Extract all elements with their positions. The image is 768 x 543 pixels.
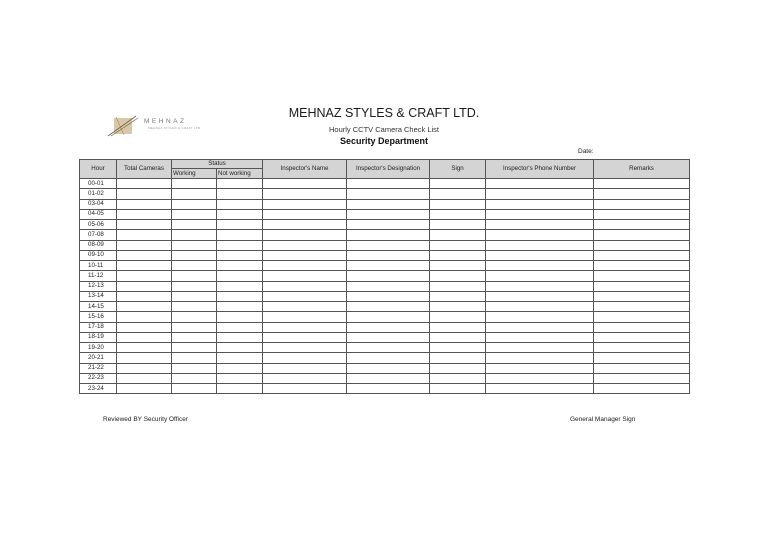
table-row [80, 353, 690, 363]
hour-cell: 07-08 [80, 230, 117, 240]
inspector-name-cell[interactable] [263, 220, 347, 230]
reviewed-by-label: Reviewed BY Security Officer [103, 416, 189, 423]
inspector-designation-cell[interactable] [347, 261, 430, 271]
header-status: Status [172, 160, 263, 169]
remarks-cell[interactable] [594, 179, 690, 189]
working-cell[interactable] [172, 220, 217, 230]
not-working-cell[interactable] [217, 384, 263, 394]
table-row [80, 291, 690, 301]
inspector-phone-cell[interactable] [486, 332, 594, 342]
date-label: Date: [578, 148, 594, 155]
sign-cell[interactable] [430, 363, 486, 373]
inspector-name-cell[interactable] [263, 230, 347, 240]
inspector-designation-cell[interactable] [347, 332, 430, 342]
inspector-name-cell[interactable] [263, 291, 347, 301]
inspector-name-cell[interactable] [263, 332, 347, 342]
table-row [80, 384, 690, 394]
working-cell[interactable] [172, 250, 217, 260]
sign-cell[interactable] [430, 179, 486, 189]
inspector-phone-cell[interactable] [486, 179, 594, 189]
not-working-cell[interactable] [217, 230, 263, 240]
sign-cell[interactable] [430, 384, 486, 394]
hour-cell: 13-14 [80, 291, 117, 301]
sign-cell[interactable] [430, 343, 486, 353]
working-cell[interactable] [172, 322, 217, 332]
inspector-phone-cell[interactable] [486, 322, 594, 332]
not-working-cell[interactable] [217, 343, 263, 353]
header-hour: Hour [80, 160, 117, 179]
table-row [80, 322, 690, 332]
sign-cell[interactable] [430, 250, 486, 260]
header-not-working: Not working [217, 169, 263, 179]
working-cell[interactable] [172, 271, 217, 281]
hour-cell: 01-02 [80, 189, 117, 199]
working-cell[interactable] [172, 291, 217, 301]
table-row [80, 271, 690, 281]
table-row [80, 230, 690, 240]
total-cameras-cell[interactable] [117, 240, 172, 250]
sign-cell[interactable] [430, 373, 486, 383]
hour-cell: 17-18 [80, 322, 117, 332]
working-cell[interactable] [172, 179, 217, 189]
hour-cell: 15-16 [80, 312, 117, 322]
inspector-name-cell[interactable] [263, 363, 347, 373]
total-cameras-cell[interactable] [117, 189, 172, 199]
inspector-phone-cell[interactable] [486, 373, 594, 383]
remarks-cell[interactable] [594, 189, 690, 199]
inspector-designation-cell[interactable] [347, 179, 430, 189]
inspector-designation-cell[interactable] [347, 312, 430, 322]
header-remarks: Remarks [594, 160, 690, 179]
hour-cell: 12-13 [80, 281, 117, 291]
working-cell[interactable] [172, 261, 217, 271]
total-cameras-cell[interactable] [117, 209, 172, 219]
hour-cell: 18-19 [80, 332, 117, 342]
total-cameras-cell[interactable] [117, 271, 172, 281]
header-inspector-phone: Inspector's Phone Number [486, 160, 594, 179]
hour-cell: 08-09 [80, 240, 117, 250]
not-working-cell[interactable] [217, 179, 263, 189]
inspector-designation-cell[interactable] [347, 271, 430, 281]
sign-cell[interactable] [430, 261, 486, 271]
sign-cell[interactable] [430, 281, 486, 291]
not-working-cell[interactable] [217, 209, 263, 219]
inspector-name-cell[interactable] [263, 302, 347, 312]
inspector-name-cell[interactable] [263, 271, 347, 281]
header-working: Working [172, 169, 217, 179]
hour-cell: 19-20 [80, 343, 117, 353]
total-cameras-cell[interactable] [117, 199, 172, 209]
hour-cell: 11-12 [80, 271, 117, 281]
table-row [80, 220, 690, 230]
inspector-designation-cell[interactable] [347, 281, 430, 291]
inspector-phone-cell[interactable] [486, 189, 594, 199]
inspector-name-cell[interactable] [263, 312, 347, 322]
inspector-designation-cell[interactable] [347, 209, 430, 219]
hour-cell: 21-22 [80, 363, 117, 373]
hour-cell: 05-06 [80, 220, 117, 230]
total-cameras-cell[interactable] [117, 281, 172, 291]
remarks-cell[interactable] [594, 230, 690, 240]
working-cell[interactable] [172, 312, 217, 322]
general-manager-sign-label: General Manager Sign [570, 416, 636, 423]
hour-cell: 14-15 [80, 302, 117, 312]
working-cell[interactable] [172, 332, 217, 342]
table-row [80, 302, 690, 312]
inspector-phone-cell[interactable] [486, 209, 594, 219]
inspector-name-cell[interactable] [263, 353, 347, 363]
table-row [80, 363, 690, 373]
table-row [80, 199, 690, 209]
inspector-name-cell[interactable] [263, 373, 347, 383]
inspector-phone-cell[interactable] [486, 353, 594, 363]
remarks-cell[interactable] [594, 302, 690, 312]
remarks-cell[interactable] [594, 363, 690, 373]
remarks-cell[interactable] [594, 261, 690, 271]
table-row [80, 261, 690, 271]
total-cameras-cell[interactable] [117, 250, 172, 260]
total-cameras-cell[interactable] [117, 302, 172, 312]
company-title: MEHNAZ STYLES & CRAFT LTD. [288, 106, 480, 120]
working-cell[interactable] [172, 209, 217, 219]
inspector-designation-cell[interactable] [347, 199, 430, 209]
total-cameras-cell[interactable] [117, 384, 172, 394]
sign-cell[interactable] [430, 230, 486, 240]
inspector-phone-cell[interactable] [486, 230, 594, 240]
table-row [80, 373, 690, 383]
inspector-phone-cell[interactable] [486, 240, 594, 250]
inspector-phone-cell[interactable] [486, 343, 594, 353]
hour-cell: 00-01 [80, 179, 117, 189]
inspector-name-cell[interactable] [263, 189, 347, 199]
total-cameras-cell[interactable] [117, 353, 172, 363]
inspector-phone-cell[interactable] [486, 271, 594, 281]
inspector-phone-cell[interactable] [486, 220, 594, 230]
inspector-name-cell[interactable] [263, 199, 347, 209]
remarks-cell[interactable] [594, 250, 690, 260]
remarks-cell[interactable] [594, 312, 690, 322]
total-cameras-cell[interactable] [117, 230, 172, 240]
remarks-cell[interactable] [594, 332, 690, 342]
inspector-phone-cell[interactable] [486, 291, 594, 301]
remarks-cell[interactable] [594, 209, 690, 219]
inspector-designation-cell[interactable] [347, 373, 430, 383]
not-working-cell[interactable] [217, 302, 263, 312]
not-working-cell[interactable] [217, 189, 263, 199]
department-title: Security Department [339, 136, 429, 146]
sign-cell[interactable] [430, 199, 486, 209]
hour-cell: 22-23 [80, 373, 117, 383]
table-row [80, 281, 690, 291]
remarks-cell[interactable] [594, 384, 690, 394]
inspector-designation-cell[interactable] [347, 220, 430, 230]
inspector-phone-cell[interactable] [486, 281, 594, 291]
hour-cell: 09-10 [80, 250, 117, 260]
table-row [80, 332, 690, 342]
inspector-designation-cell[interactable] [347, 250, 430, 260]
not-working-cell[interactable] [217, 312, 263, 322]
remarks-cell[interactable] [594, 220, 690, 230]
inspector-phone-cell[interactable] [486, 261, 594, 271]
working-cell[interactable] [172, 353, 217, 363]
inspector-designation-cell[interactable] [347, 363, 430, 373]
not-working-cell[interactable] [217, 322, 263, 332]
working-cell[interactable] [172, 343, 217, 353]
remarks-cell[interactable] [594, 343, 690, 353]
total-cameras-cell[interactable] [117, 179, 172, 189]
not-working-cell[interactable] [217, 281, 263, 291]
sign-cell[interactable] [430, 332, 486, 342]
not-working-cell[interactable] [217, 373, 263, 383]
working-cell[interactable] [172, 302, 217, 312]
table-row [80, 250, 690, 260]
inspector-name-cell[interactable] [263, 343, 347, 353]
hour-cell: 23-24 [80, 384, 117, 394]
not-working-cell[interactable] [217, 199, 263, 209]
inspector-phone-cell[interactable] [486, 250, 594, 260]
total-cameras-cell[interactable] [117, 291, 172, 301]
inspector-phone-cell[interactable] [486, 199, 594, 209]
working-cell[interactable] [172, 363, 217, 373]
table-row [80, 240, 690, 250]
not-working-cell[interactable] [217, 240, 263, 250]
inspector-name-cell[interactable] [263, 179, 347, 189]
checklist-table [79, 159, 690, 394]
logo-subtext: MEHNAZ STYLES & CRAFT LTD. [148, 126, 202, 130]
sign-cell[interactable] [430, 291, 486, 301]
not-working-cell[interactable] [217, 261, 263, 271]
total-cameras-cell[interactable] [117, 332, 172, 342]
inspector-name-cell[interactable] [263, 209, 347, 219]
sign-cell[interactable] [430, 240, 486, 250]
inspector-designation-cell[interactable] [347, 189, 430, 199]
table-row [80, 343, 690, 353]
hour-cell: 20-21 [80, 353, 117, 363]
inspector-designation-cell[interactable] [347, 322, 430, 332]
sign-cell[interactable] [430, 302, 486, 312]
sign-cell[interactable] [430, 271, 486, 281]
sign-cell[interactable] [430, 353, 486, 363]
remarks-cell[interactable] [594, 322, 690, 332]
inspector-name-cell[interactable] [263, 240, 347, 250]
total-cameras-cell[interactable] [117, 363, 172, 373]
table-row [80, 312, 690, 322]
inspector-phone-cell[interactable] [486, 312, 594, 322]
not-working-cell[interactable] [217, 353, 263, 363]
total-cameras-cell[interactable] [117, 322, 172, 332]
table-row [80, 189, 690, 199]
inspector-name-cell[interactable] [263, 384, 347, 394]
sign-cell[interactable] [430, 220, 486, 230]
total-cameras-cell[interactable] [117, 312, 172, 322]
working-cell[interactable] [172, 199, 217, 209]
inspector-designation-cell[interactable] [347, 240, 430, 250]
inspector-phone-cell[interactable] [486, 363, 594, 373]
working-cell[interactable] [172, 240, 217, 250]
working-cell[interactable] [172, 281, 217, 291]
logo-name: MEHNAZ [144, 118, 187, 125]
header-sign: Sign [430, 160, 486, 179]
inspector-designation-cell[interactable] [347, 353, 430, 363]
hour-cell: 10-11 [80, 261, 117, 271]
remarks-cell[interactable] [594, 281, 690, 291]
inspector-phone-cell[interactable] [486, 384, 594, 394]
inspector-name-cell[interactable] [263, 322, 347, 332]
working-cell[interactable] [172, 373, 217, 383]
not-working-cell[interactable] [217, 220, 263, 230]
hour-cell: 04-05 [80, 209, 117, 219]
working-cell[interactable] [172, 384, 217, 394]
sign-cell[interactable] [430, 209, 486, 219]
not-working-cell[interactable] [217, 332, 263, 342]
inspector-name-cell[interactable] [263, 261, 347, 271]
not-working-cell[interactable] [217, 271, 263, 281]
header-inspector-name: Inspector's Name [263, 160, 347, 179]
table-row [80, 179, 690, 189]
sign-cell[interactable] [430, 189, 486, 199]
inspector-designation-cell[interactable] [347, 384, 430, 394]
total-cameras-cell[interactable] [117, 220, 172, 230]
working-cell[interactable] [172, 230, 217, 240]
not-working-cell[interactable] [217, 250, 263, 260]
remarks-cell[interactable] [594, 199, 690, 209]
inspector-designation-cell[interactable] [347, 230, 430, 240]
working-cell[interactable] [172, 189, 217, 199]
not-working-cell[interactable] [217, 363, 263, 373]
remarks-cell[interactable] [594, 353, 690, 363]
hour-cell: 03-04 [80, 199, 117, 209]
total-cameras-cell[interactable] [117, 343, 172, 353]
remarks-cell[interactable] [594, 271, 690, 281]
inspector-name-cell[interactable] [263, 281, 347, 291]
remarks-cell[interactable] [594, 291, 690, 301]
table-row [80, 209, 690, 219]
sign-cell[interactable] [430, 312, 486, 322]
sign-cell[interactable] [430, 322, 486, 332]
not-working-cell[interactable] [217, 291, 263, 301]
remarks-cell[interactable] [594, 240, 690, 250]
inspector-phone-cell[interactable] [486, 302, 594, 312]
inspector-designation-cell[interactable] [347, 343, 430, 353]
header-inspector-designation: Inspector's Designation [347, 160, 430, 179]
inspector-name-cell[interactable] [263, 250, 347, 260]
total-cameras-cell[interactable] [117, 373, 172, 383]
inspector-designation-cell[interactable] [347, 302, 430, 312]
inspector-designation-cell[interactable] [347, 291, 430, 301]
total-cameras-cell[interactable] [117, 261, 172, 271]
form-title: Hourly CCTV Camera Check List [328, 125, 440, 134]
remarks-cell[interactable] [594, 373, 690, 383]
header-total-cameras: Total Cameras [117, 160, 172, 179]
